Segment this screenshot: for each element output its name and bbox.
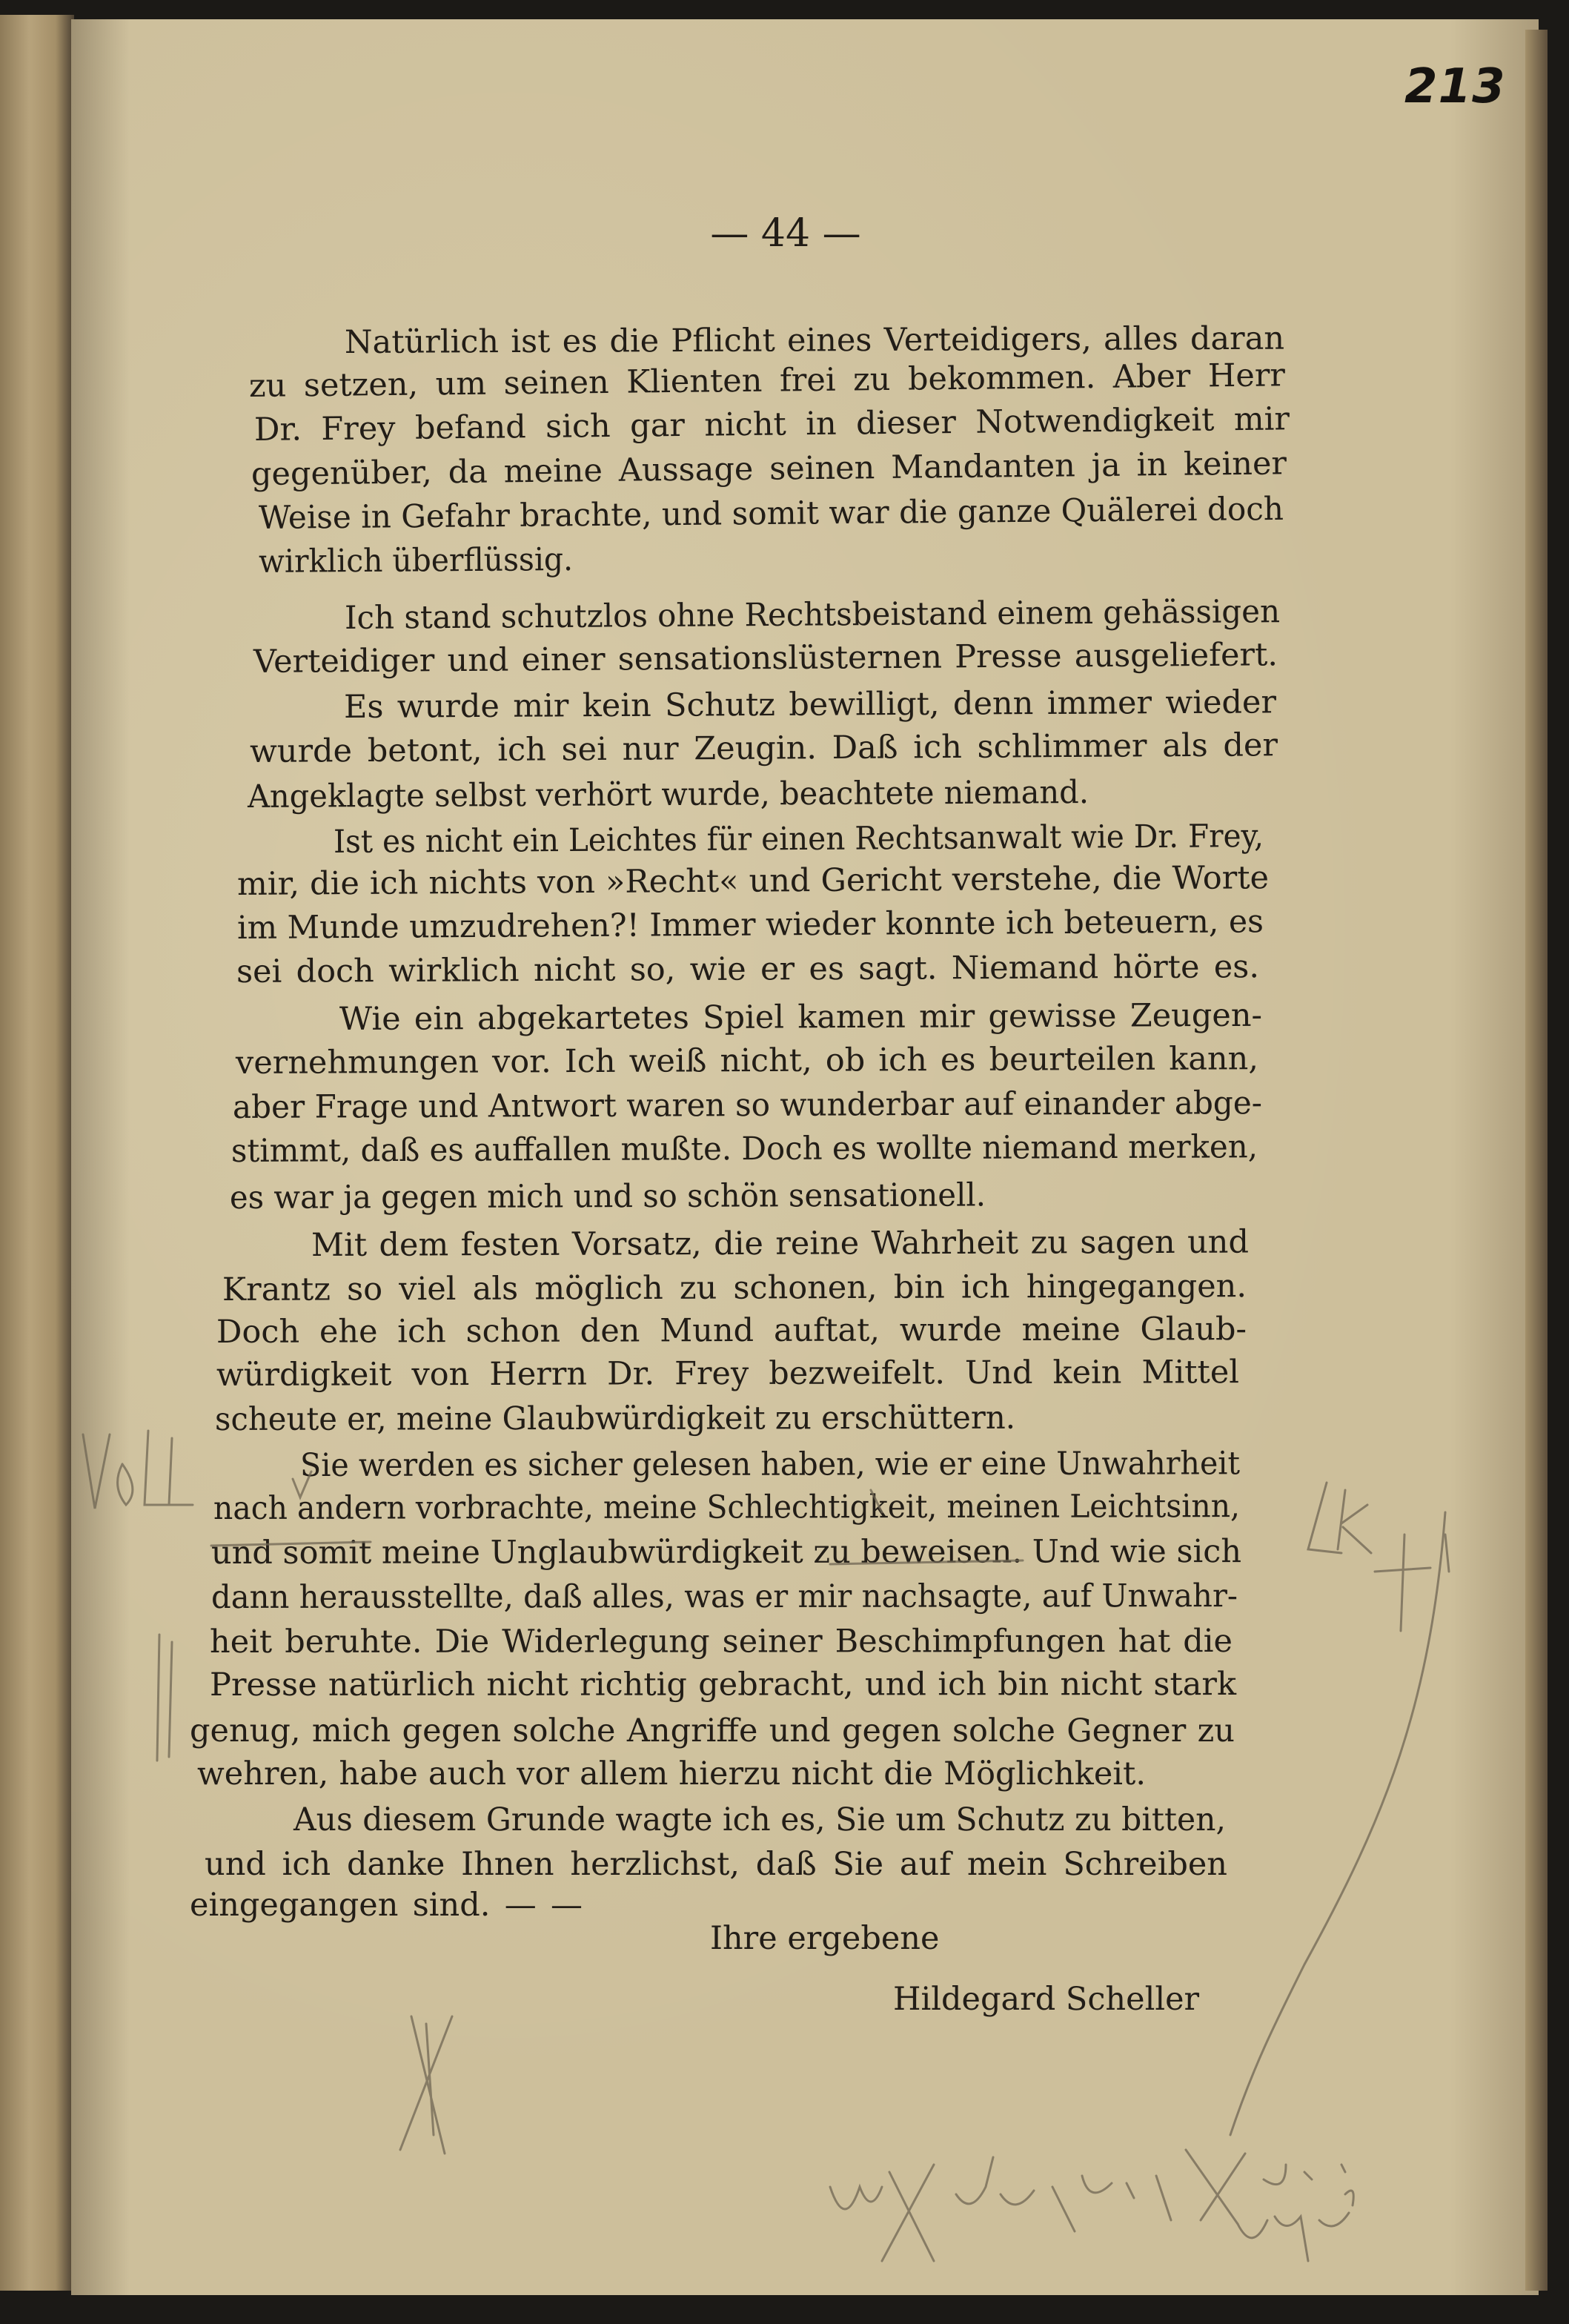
text-line: Aus diesem Grunde wagte ich es, Sie um Schutz zu bitten, (293, 1801, 1226, 1838)
text-line: Ich stand schutzlos ohne Rechtsbeistand einem gehässigen (344, 593, 1281, 637)
text-line: scheute er, meine Glaubwürdigkeit zu erschüttern. (214, 1399, 1016, 1438)
text-line: Ist es nicht ein Leichtes für einen Rechtsanwalt wie Dr. Frey, (333, 818, 1264, 861)
text-line: vernehmungen vor. Ich weiß nicht, ob ich es beurteilen kann, (235, 1040, 1259, 1082)
text-line: würdigkeit von Herrn Dr. Frey bezweifelt. Und kein Mittel (216, 1354, 1240, 1394)
text-line: wirklich überflüssig. (258, 541, 574, 580)
text-line: im Munde umzudrehen?! Immer wieder konnte ich beteuern, es (236, 903, 1264, 947)
text-line: und ich danke Ihnen herzlichst, daß Sie auf mein Schreiben (205, 1846, 1227, 1883)
page-number: — 44 — (710, 211, 861, 256)
text-line: Angeklagte selbst verhört wurde, beachtete niemand. (247, 774, 1089, 815)
text-line: aber Frage und Antwort waren so wunderbar auf einander abge- (232, 1085, 1263, 1126)
text-line: heit beruhte. Die Widerlegung seiner Beschimpfungen hat die (209, 1623, 1233, 1661)
text-line: Verteidiger und einer sensationslüsternen Presse ausgeliefert. (253, 636, 1278, 681)
text-line: Wie ein abgekartetes Spiel kamen mir gewisse Zeugen- (339, 996, 1263, 1038)
text-line: dann herausstellte, daß alles, was er mir nachsagte, auf Unwahr- (210, 1578, 1238, 1616)
text-line: Dr. Frey befand sich gar nicht in dieser Notwendigkeit mir (253, 400, 1290, 448)
text-line: genug, mich gegen solche Angriffe und gegen solche Gegner zu (190, 1712, 1235, 1749)
text-line: nach andern vorbrachte, meine Schlechtigkeit, meinen Leichtsinn, (213, 1488, 1241, 1527)
text-line: wehren, habe auch vor allem hierzu nicht die Möglichkeit. (197, 1755, 1146, 1792)
text-line: Mit dem festen Vorsatz, die reine Wahrheit zu sagen und (311, 1223, 1250, 1264)
text-line: stimmt, daß es auffallen mußte. Doch es wollte niemand merken, (230, 1128, 1258, 1170)
text-line: Doch ehe ich schon den Mund auftat, wurde meine Glaub- (216, 1311, 1247, 1351)
closing-phrase: Ihre ergebene (710, 1920, 940, 1957)
text-line: gegenüber, da meine Aussage seinen Mandanten ja in keiner (251, 445, 1287, 493)
text-line: sei doch wirklich nicht so, wie er es sagt. Niemand hörte es. (236, 948, 1260, 990)
text-line: es war ja gegen mich und so schön sensationell. (229, 1176, 986, 1216)
text-line: Weise in Gefahr brachte, und somit war die ganze Quälerei doch (258, 490, 1284, 537)
text-line: eingegangen sind. — — (190, 1887, 583, 1924)
text-line: wurde betont, ich sei nur Zeugin. Daß ich schlimmer als der (249, 726, 1278, 770)
text-line: zu setzen, um seinen Klienten frei zu bekommen. Aber Herr (248, 357, 1286, 405)
text-line: Sie werden es sicher gelesen haben, wie er eine Unwahrheit (299, 1445, 1241, 1484)
folio-number: 213 (1404, 59, 1506, 114)
text-line: Es wurde mir kein Schutz bewilligt, denn immer wieder (343, 683, 1277, 726)
signature-name: Hildegard Scheller (893, 1981, 1200, 2018)
text-line: Natürlich ist es die Pflicht eines Verteidigers, alles daran (344, 320, 1285, 361)
text-line: Krantz so viel als möglich zu schonen, bin ich hingegangen. (222, 1268, 1247, 1308)
text-line: Presse natürlich nicht richtig gebracht, und ich bin nicht stark (209, 1666, 1237, 1704)
text-line: mir, die ich nichts von »Recht« und Gericht verstehe, die Worte (236, 859, 1270, 903)
text-line: und somit meine Unglaubwürdigkeit zu beweisen. Und wie sich (210, 1533, 1242, 1572)
